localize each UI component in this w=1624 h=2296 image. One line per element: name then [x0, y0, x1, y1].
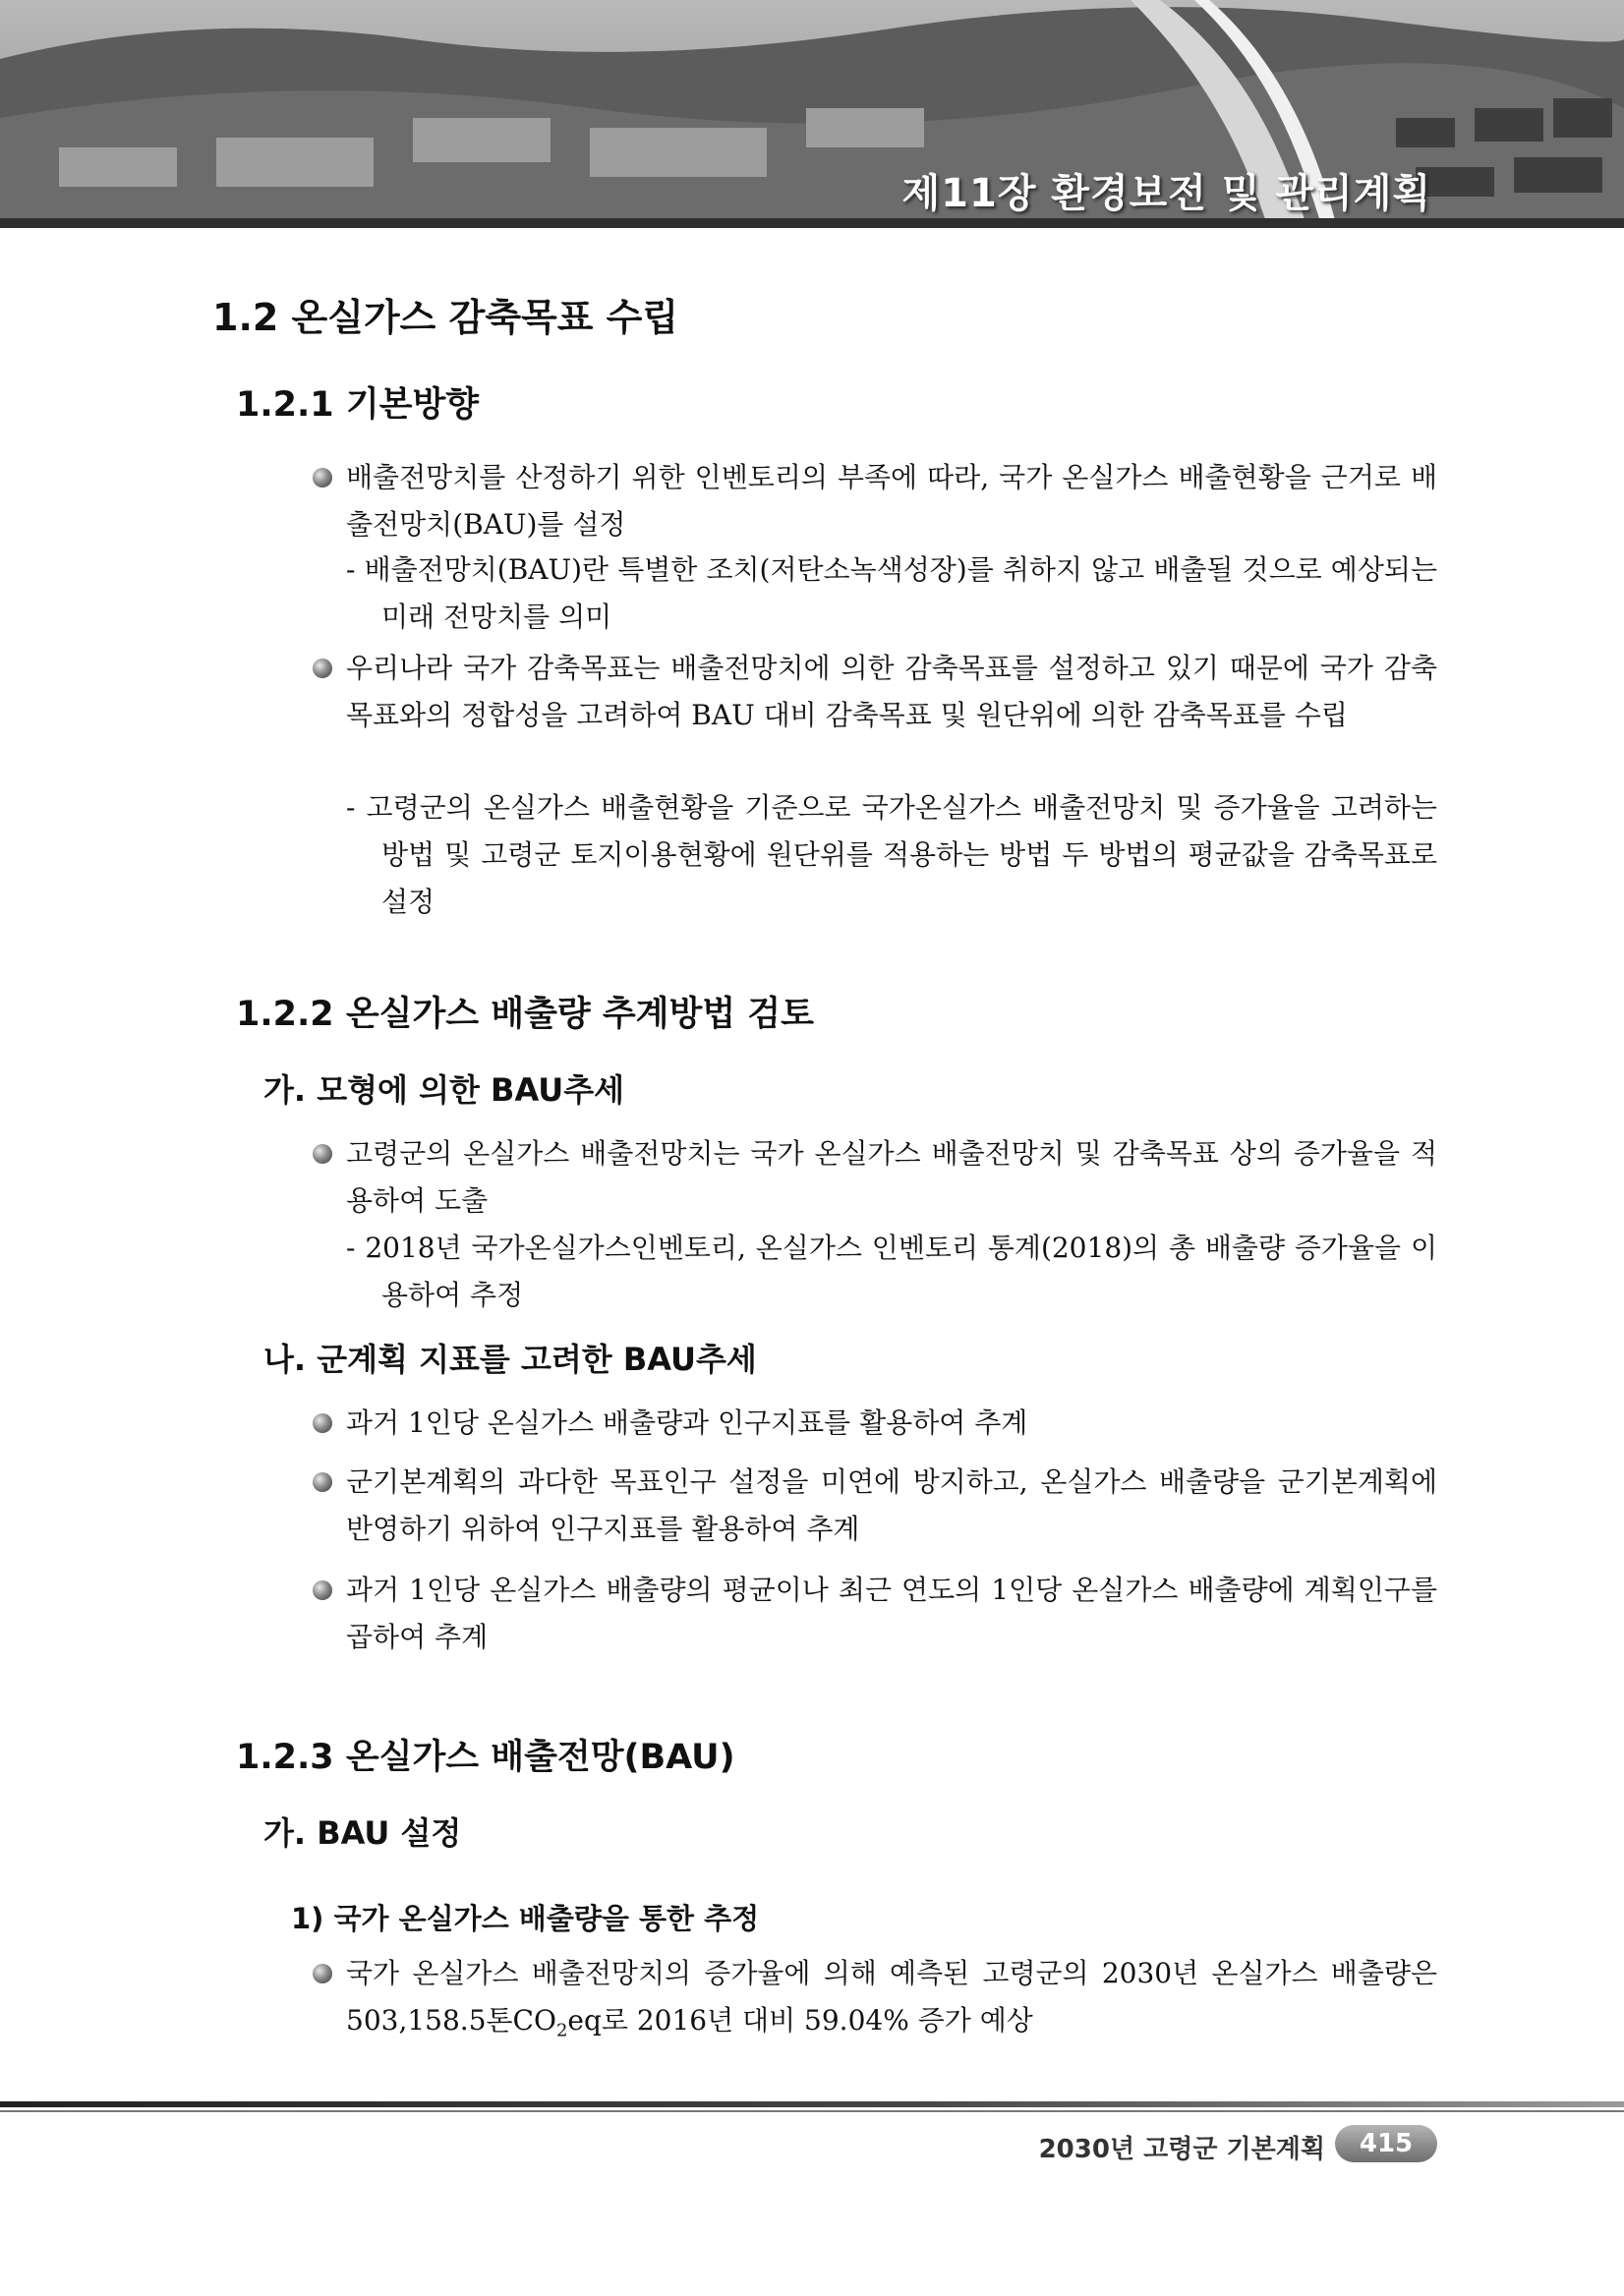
page-number: 415 [1335, 2125, 1437, 2162]
bullet-icon [313, 1580, 332, 1600]
subsection-title-emission-outlook: 1.2.3 온실가스 배출전망(BAU) [236, 1738, 735, 1777]
bullet-item: 국가 온실가스 배출전망치의 증가율에 의해 예측된 고령군의 2030년 온실가스 배출량은 503,158.5톤$CO_2eq$로 2016년 대비 59.04% 증가 예상 [346, 1950, 1437, 2055]
bullet-icon [313, 1144, 332, 1164]
header-banner [0, 0, 1624, 228]
bullet-icon [313, 659, 332, 678]
bullet-item: 배출전망치를 산정하기 위한 인벤토리의 부족에 따라, 국가 온실가스 배출현황을 근거로 배출전망치(BAU)를 설정 [346, 454, 1437, 548]
dash-item: - 2018년 국가온실가스인벤토리, 온실가스 인벤토리 통계(2018)의 총 배출량 증가율을 이용하여 추정 [346, 1232, 1437, 1311]
footer-rule-thin [0, 2110, 1624, 2112]
footer-rule [0, 2101, 1624, 2107]
bullet-item: 우리나라 국가 감축목표는 배출전망치에 의한 감축목표를 설정하고 있기 때문에 국가 감축목표와의 정합성을 고려하여 BAU 대비 감축목표 및 원단위에 의한 감축목표를 수립 [346, 645, 1437, 739]
bullet-item: 과거 1인당 온실가스 배출량의 평균이나 최근 연도의 1인당 온실가스 배출량에 계획인구를 곱하여 추계 [346, 1567, 1437, 1661]
bullet-item: 고령군의 온실가스 배출전망치는 국가 온실가스 배출전망치 및 감축목표 상의 증가율을 적용하여 도출 [346, 1130, 1437, 1225]
bullet-icon [313, 1964, 332, 1983]
bullet-icon [313, 468, 332, 488]
heading-national-estimate: 1) 국가 온실가스 배출량을 통한 추정 [291, 1902, 760, 1935]
subsection-title-basic-direction: 1.2.1 기본방향 [236, 385, 480, 425]
chapter-title: 제11장 환경보전 및 관리계획 [901, 171, 1431, 216]
bullet-item: 과거 1인당 온실가스 배출량과 인구지표를 활용하여 추계 [346, 1400, 1437, 1447]
heading-plan-indicator-bau: 나. 군계획 지표를 고려한 BAU추세 [263, 1341, 757, 1378]
dash-item: - 배출전망치(BAU)란 특별한 조치(저탄소녹색성장)를 취하지 않고 배출될 것으로 예상되는 미래 전망치를 의미 [346, 553, 1437, 633]
bullet-icon [313, 1472, 332, 1492]
bullet-item: 군기본계획의 과다한 목표인구 설정을 미연에 방지하고, 온실가스 배출량을 군기본계획에 반영하기 위하여 인구지표를 활용하여 추계 [346, 1459, 1437, 1553]
heading-bau-setting: 가. BAU 설정 [263, 1814, 462, 1852]
dash-item: - 고령군의 온실가스 배출현황을 기준으로 국가온실가스 배출전망치 및 증가율을 고려하는 방법 및 고령군 토지이용현황에 원단위를 적용하는 방법 두 방법의 평균값을 감축목표로 설정 [346, 791, 1437, 918]
heading-model-bau: 가. 모형에 의한 BAU추세 [263, 1071, 625, 1109]
footer-plan-title: 2030년 고령군 기본계획 [1038, 2135, 1325, 2164]
subsection-title-estimation-methods: 1.2.2 온실가스 배출량 추계방법 검토 [236, 995, 814, 1034]
section-title: 1.2 온실가스 감축목표 수립 [212, 296, 679, 339]
bullet-icon [313, 1413, 332, 1433]
